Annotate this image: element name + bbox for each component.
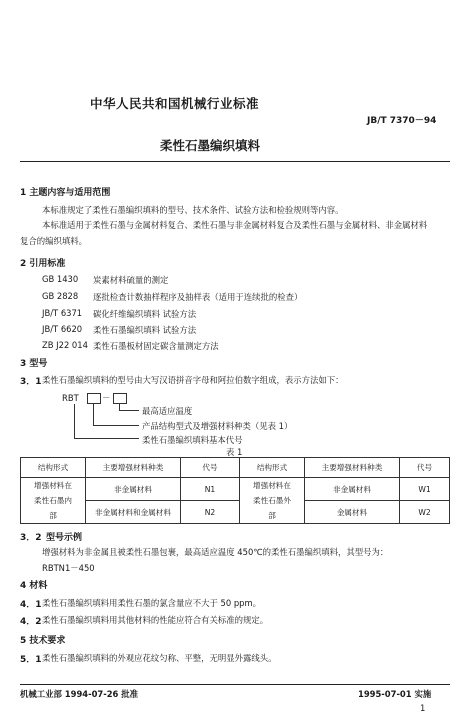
clause-3-2-heading: 型号示例	[46, 533, 83, 543]
section-1-heading: 1 主题内容与适用范围	[20, 188, 111, 198]
clause-text: 柔性石墨编织填料的外观应花纹匀称、平整，无明显外露线头。	[42, 653, 277, 663]
section-4-heading: 4 材料	[20, 581, 48, 591]
reference-name: 逐批检查计数抽样程序及抽样表（适用于连续批的检查）	[93, 292, 303, 302]
section-1-paragraph-1: 本标准规定了柔性石墨编织填料的型号、技术条件、试验方法和检验规则等内容。	[42, 205, 344, 215]
table-header-cell: 代号	[400, 458, 450, 478]
table-header-cell: 结构形式	[240, 458, 305, 478]
leader-line	[74, 404, 75, 439]
implementation-date: 1995-07-01 实施	[358, 689, 432, 699]
section-1-paragraph-2: 本标准适用于柔性石墨与金属材料复合、柔性石墨与非金属材料复合及柔性石墨与金属材料、非金属材料复合的编织填料。	[20, 220, 428, 246]
table-cell: N2	[181, 501, 240, 524]
temperature-box	[113, 393, 127, 404]
approval-date: 机械工业部 1994-07-26 批准	[20, 689, 139, 699]
label-max-temperature: 最高适应温度	[142, 406, 193, 416]
table-cell: N1	[181, 478, 240, 501]
reference-code: ZB J22 014	[42, 340, 88, 350]
structure-code-box	[87, 393, 101, 404]
table-cell: 非金属材料和金属材料	[86, 501, 181, 524]
clause-number: 4．1	[20, 600, 42, 610]
standard-body-title: 中华人民共和国机械行业标准	[90, 96, 260, 111]
clause-number: 3．2	[20, 533, 42, 543]
standard-code: JB/T 7370－94	[367, 116, 437, 126]
clause-text: 柔性石墨编织填料用柔性石墨的氯含量应不大于 50 ppm。	[42, 598, 262, 608]
table-caption: 表 1	[226, 447, 243, 457]
model-separator: －	[102, 393, 111, 403]
table-header-cell: 代号	[181, 458, 240, 478]
header-rule	[20, 161, 450, 162]
section-5-heading: 5 技术要求	[20, 636, 66, 646]
reference-name: 柔性石墨板材固定碳含量测定方法	[93, 341, 219, 351]
table-header-cell: 结构形式	[21, 458, 86, 478]
footer-rule	[20, 684, 450, 685]
clause-text: 柔性石墨编织填料用其他材料的性能应符合有关标准的规定。	[42, 615, 269, 625]
reference-name: 碳化纤维编织填料 试验方法	[93, 309, 197, 319]
leader-line	[119, 410, 139, 411]
example-text: 增强材料为非金属且被柔性石墨包裹，最高适应温度 450℃的柔性石墨编织填料，其型号为：	[42, 547, 389, 557]
leader-line	[93, 404, 94, 426]
table-cell: 金属材料	[305, 501, 400, 524]
reference-name: 柔性石墨编织填料 试验方法	[93, 325, 197, 335]
reference-name: 炭素材料硫量的测定	[93, 275, 169, 285]
table-1	[20, 457, 450, 524]
example-code: RBTN1－450	[42, 563, 95, 573]
leader-line	[74, 438, 139, 439]
table-cell: W2	[400, 501, 450, 524]
reference-code: JB/T 6620	[42, 324, 83, 334]
reference-code: JB/T 6371	[42, 308, 83, 318]
reference-code: GB 2828	[42, 291, 79, 301]
reference-code: GB 1430	[42, 274, 79, 284]
table-cell-structure: 增强材料在柔性石墨外部	[240, 478, 305, 524]
table-cell: 非金属材料	[305, 478, 400, 501]
document-title: 柔性石墨编织填料	[160, 138, 261, 153]
clause-3-1-text: 柔性石墨编织填料的型号由大写汉语拼音字母和阿拉伯数字组成，表示方法如下：	[42, 375, 344, 385]
clause-number: 4．2	[20, 617, 42, 627]
table-cell-structure: 增强材料在柔性石墨内部	[21, 478, 86, 524]
model-prefix: RBT	[62, 393, 79, 403]
page-number: 1	[420, 703, 426, 713]
table-header-row	[21, 458, 450, 478]
label-basic-code: 柔性石墨编织填料基本代号	[142, 435, 243, 445]
table-cell: W1	[400, 478, 450, 501]
table-header-cell: 主要增强材料种类	[86, 458, 181, 478]
clause-number: 3．1	[20, 377, 42, 387]
table-row	[21, 478, 450, 501]
label-structure-type: 产品结构型式及增强材料种类（见表 1）	[142, 421, 293, 431]
section-2-heading: 2 引用标准	[20, 259, 66, 269]
section-3-heading: 3 型号	[20, 359, 48, 369]
table-cell: 非金属材料	[86, 478, 181, 501]
table-row	[21, 501, 450, 524]
table-header-cell: 主要增强材料种类	[305, 458, 400, 478]
leader-line	[93, 425, 139, 426]
clause-number: 5．1	[20, 655, 42, 665]
